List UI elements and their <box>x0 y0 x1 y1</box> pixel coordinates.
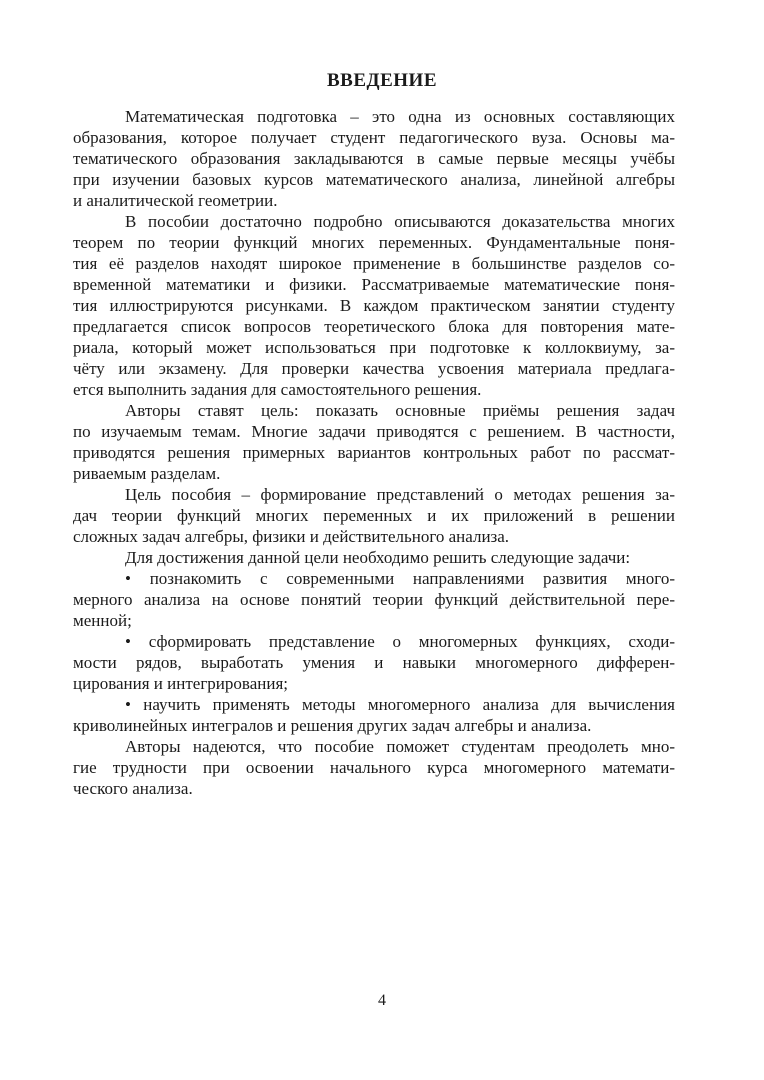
text-line: при изучении базовых курсов математического анализа, линейной алгебры <box>73 170 675 189</box>
text-line: и аналитической геометрии. <box>73 191 278 210</box>
text-line: Цель пособия – формирование представлений о методах решения за- <box>125 485 675 504</box>
paragraph-tasks-lead-in <box>73 547 675 568</box>
text-line: цирования и интегрирования; <box>73 674 288 693</box>
text-line: криволинейных интегралов и решения других задач алгебры и анализа. <box>73 716 592 735</box>
body-text <box>73 106 675 799</box>
text-line: приводятся решения примерных вариантов контрольных работ по рассмат- <box>73 443 675 462</box>
text-line: чёту или экзамену. Для проверки качества усвоения материала предлага- <box>73 359 675 378</box>
text-line: Математическая подготовка – это одна из основных составляющих <box>125 107 675 126</box>
text-line: В пособии достаточно подробно описываются доказательства многих <box>125 212 675 231</box>
text-line: по изучаемым темам. Многие задачи приводятся с решением. В частности, <box>73 422 675 441</box>
text-line: сложных задач алгебры, физики и действительного анализа. <box>73 527 510 546</box>
text-line: дач теории функций многих переменных и их приложений в решении <box>73 506 675 525</box>
text-line: риваемым разделам. <box>73 464 221 483</box>
bullet-item-3 <box>73 694 675 736</box>
text-line: мости рядов, выработать умения и навыки многомерного дифферен- <box>73 653 675 672</box>
text-line: тия иллюстрируются рисунками. В каждом практическом занятии студенту <box>73 296 675 315</box>
text-line: менной; <box>73 611 132 630</box>
text-line: тематического образования закладываются в самые первые месяцы учёбы <box>73 149 675 168</box>
paragraph-purpose <box>73 484 675 547</box>
page-number: 4 <box>378 992 386 1009</box>
paragraph-intro <box>73 106 675 211</box>
bullet-item-2 <box>73 631 675 694</box>
text-line: • познакомить с современными направлениями развития много- <box>125 569 675 588</box>
bullet-item-1 <box>73 568 675 631</box>
page-title: ВВЕДЕНИЕ <box>327 70 437 91</box>
text-line: временной математики и физики. Рассматриваемые математические поня- <box>73 275 675 294</box>
text-line: образования, которое получает студент педагогического вуза. Основы ма- <box>73 128 675 147</box>
text-line: ческого анализа. <box>73 779 193 798</box>
paragraph-authors-goal <box>73 400 675 484</box>
text-line: • сформировать представление о многомерных функциях, сходи- <box>125 632 675 651</box>
text-line: • научить применять методы многомерного анализа для вычисления <box>125 695 675 714</box>
text-line: ется выполнить задания для самостоятельного решения. <box>73 380 482 399</box>
text-line: риала, который может использоваться при подготовке к коллоквиуму, за- <box>73 338 675 357</box>
text-line: Авторы ставят цель: показать основные приёмы решения задач <box>125 401 675 420</box>
text-line: тия её разделов находят широкое применение в большинстве разделов со- <box>73 254 675 273</box>
paragraph-closing <box>73 736 675 799</box>
text-line: гие трудности при освоении начального курса многомерного математи- <box>73 758 675 777</box>
text-line: предлагается список вопросов теоретического блока для повторения мате- <box>73 317 675 336</box>
paragraph-manual-description <box>73 211 675 400</box>
text-line: теорем по теории функций многих переменных. Фундаментальные поня- <box>73 233 675 252</box>
text-line: Авторы надеются, что пособие поможет студентам преодолеть мно- <box>125 737 675 756</box>
text-line: Для достижения данной цели необходимо решить следующие задачи: <box>125 548 631 567</box>
text-line: мерного анализа на основе понятий теории функций действительной пере- <box>73 590 675 609</box>
